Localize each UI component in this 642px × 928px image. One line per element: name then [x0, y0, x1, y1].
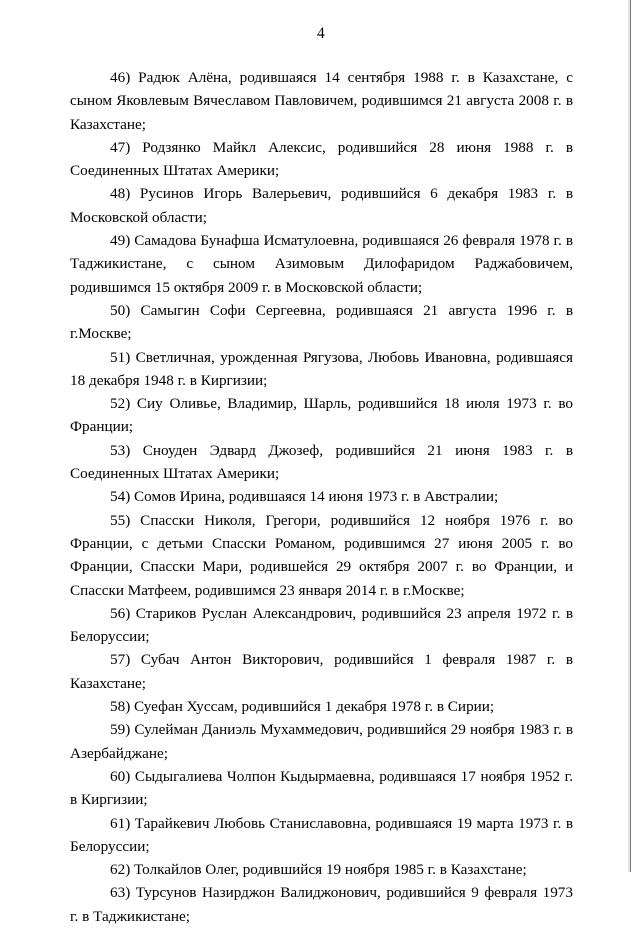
list-item: 54) Сомов Ирина, родившаяся 14 июня 1973 г. в Австралии; — [110, 488, 499, 506]
scan-edge-artifact — [630, 0, 631, 872]
list-item: 51) Светличная, урожденная Рягузова, Любовь Ивановна, родившаяся 18 декабря 1948 г. в Киргизии; — [70, 348, 573, 389]
list-item: 63) Турсунов Назирджон Валиджонович, родившийся 9 февраля 1973 г. в Таджикистане; — [70, 884, 573, 925]
list-item: 60) Сыдыгалиева Чолпон Кыдырмаевна, родившаяся 17 ноября 1952 г. в Киргизии; — [70, 767, 573, 809]
document-body — [70, 66, 573, 928]
list-item: 59) Сулейман Даниэль Мухаммедович, родившийся 29 ноября 1983 г. в Азербайджане; — [70, 721, 573, 762]
list-item: 58) Суефан Хуссам, родившийся 1 декабря 1978 г. в Сирии; — [110, 698, 495, 716]
list-item: 52) Сиу Оливье, Владимир, Шарль, родившийся 18 июля 1973 г. во Франции; — [70, 395, 573, 436]
list-item: 55) Спасски Николя, Грегори, родившийся 12 ноября 1976 г. во Франции, с детьми Спасски Романом, родившимся 27 июня 2005 г. во Франции, Спасски Мари, родившейся 29 октября 2007 г. во Франции, и Спасски Матфеем, родившимся 23 января 2014 г. в г.Москве; — [70, 511, 573, 599]
page-number: 4 — [317, 25, 325, 42]
list-item: 49) Самадова Бунафша Исматулоевна, родившаяся 26 февраля 1978 г. в Таджикистане, с сыном Азимовым Дилофаридом Раджабовичем, родившимся 15 октября 2009 г. в Московской области; — [70, 232, 573, 296]
list-item: 50) Самыгин Софи Сергеевна, родившаяся 21 августа 1996 г. в г.Москве; — [70, 301, 573, 343]
list-item: 56) Стариков Руслан Александрович, родившийся 23 апреля 1972 г. в Белоруссии; — [70, 604, 573, 646]
list-item: 47) Родзянко Майкл Алексис, родившийся 28 июня 1988 г. в Соединенных Штатах Америки; — [70, 138, 573, 180]
list-item: 61) Тарайкевич Любовь Станиславовна, родившаяся 19 марта 1973 г. в Белоруссии; — [70, 814, 573, 855]
list-item: 46) Радюк Алёна, родившаяся 14 сентября 1988 г. в Казахстане, с сыном Яковлевым Вячеславом Павловичем, родившимся 21 августа 2008 г. в Казахстане; — [70, 69, 573, 133]
list-item: 62) Толкайлов Олег, родившийся 19 ноября 1985 г. в Казахстане; — [110, 861, 527, 879]
list-item: 57) Субач Антон Викторович, родившийся 1 февраля 1987 г. в Казахстане; — [70, 651, 573, 692]
list-item: 53) Сноуден Эдвард Джозеф, родившийся 21 июня 1983 г. в Соединенных Штатах Америки; — [70, 441, 573, 483]
list-item: 48) Русинов Игорь Валерьевич, родившийся 6 декабря 1983 г. в Московской области; — [70, 185, 573, 226]
